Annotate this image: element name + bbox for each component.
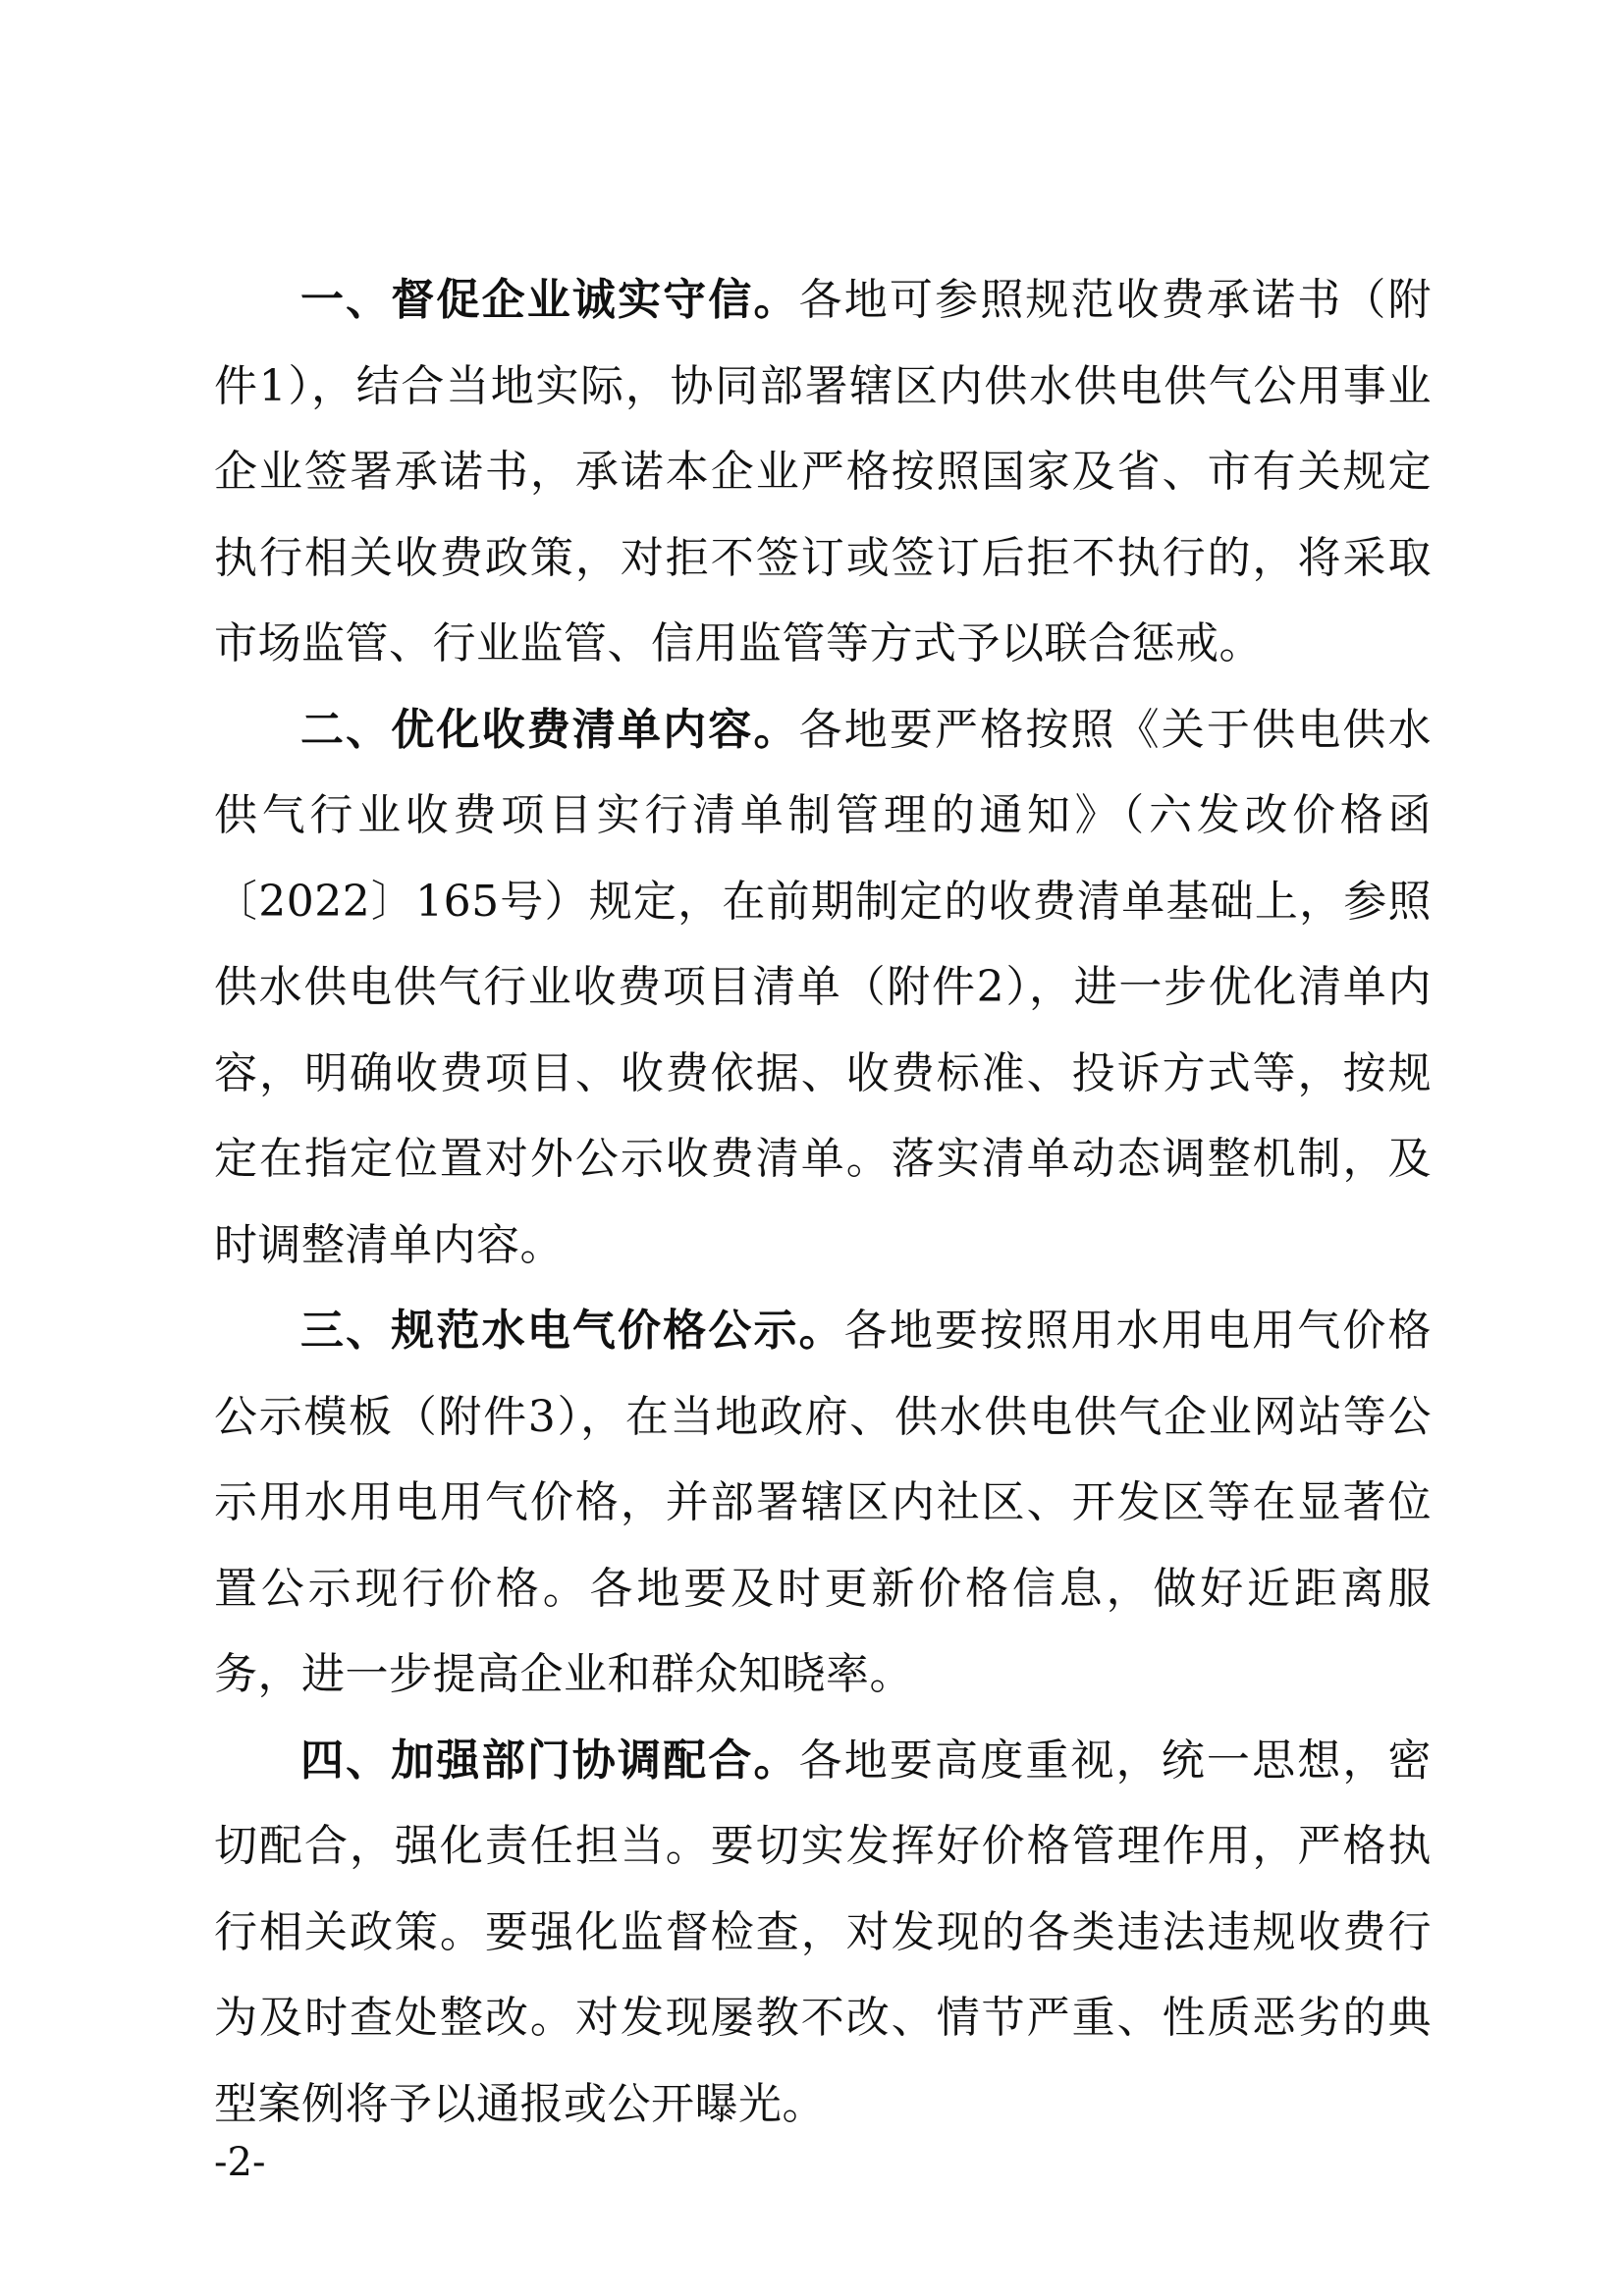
section-body-3: 各地要按照用水用电用气价格公示模板（附件3），在当地政府、供水供电供气企业网站等公示用水用电用气价格，并部署辖区内社区、开发区等在显著位置公示现行价格。各地要及时更新价格信息，做好近距离服务，进一步提高企业和群众知晓率。 xyxy=(214,1306,1432,1699)
page-number: -2- xyxy=(214,2140,266,2185)
section-heading-3: 三、规范水电气价格公示。 xyxy=(300,1306,844,1356)
section-body-4: 各地要高度重视，统一思想，密切配合，强化责任担当。要切实发挥好价格管理作用，严格执行相关政策。要强化监督检查，对发现的各类违法违规收费行为及时查处整改。对发现屡教不改、情节严重、性质恶劣的典型案例将予以通报或公开曝光。 xyxy=(214,1735,1433,2129)
section-heading-1: 一、督促企业诚实守信。 xyxy=(300,275,799,325)
paragraph-4 xyxy=(214,1718,1432,2148)
section-heading-4: 四、加强部门协调配合。 xyxy=(300,1735,799,1786)
document-body xyxy=(214,257,1432,2147)
paragraph-2 xyxy=(214,687,1432,1289)
section-body-2: 各地要严格按照《关于供电供水供气行业收费项目实行清单制管理的通知》（六发改价格函〔2022〕165号）规定，在前期制定的收费清单基础上，参照供水供电供气行业收费项目清单（附件2），进一步优化清单内容，明确收费项目、收费依据、收费标准、投诉方式等，按规定在指定位置对外公示收费清单。落实清单动态调整机制，及时调整清单内容。 xyxy=(214,704,1433,1270)
paragraph-1 xyxy=(214,257,1432,687)
section-body-1: 各地可参照规范收费承诺书（附件1），结合当地实际，协同部署辖区内供水供电供气公用事业企业签署承诺书，承诺本企业严格按照国家及省、市有关规定执行相关收费政策，对拒不签订或签订后拒不执行的，将采取市场监管、行业监管、信用监管等方式予以联合惩戒。 xyxy=(214,275,1433,668)
paragraph-3 xyxy=(214,1288,1432,1718)
section-heading-2: 二、优化收费清单内容。 xyxy=(300,704,799,755)
